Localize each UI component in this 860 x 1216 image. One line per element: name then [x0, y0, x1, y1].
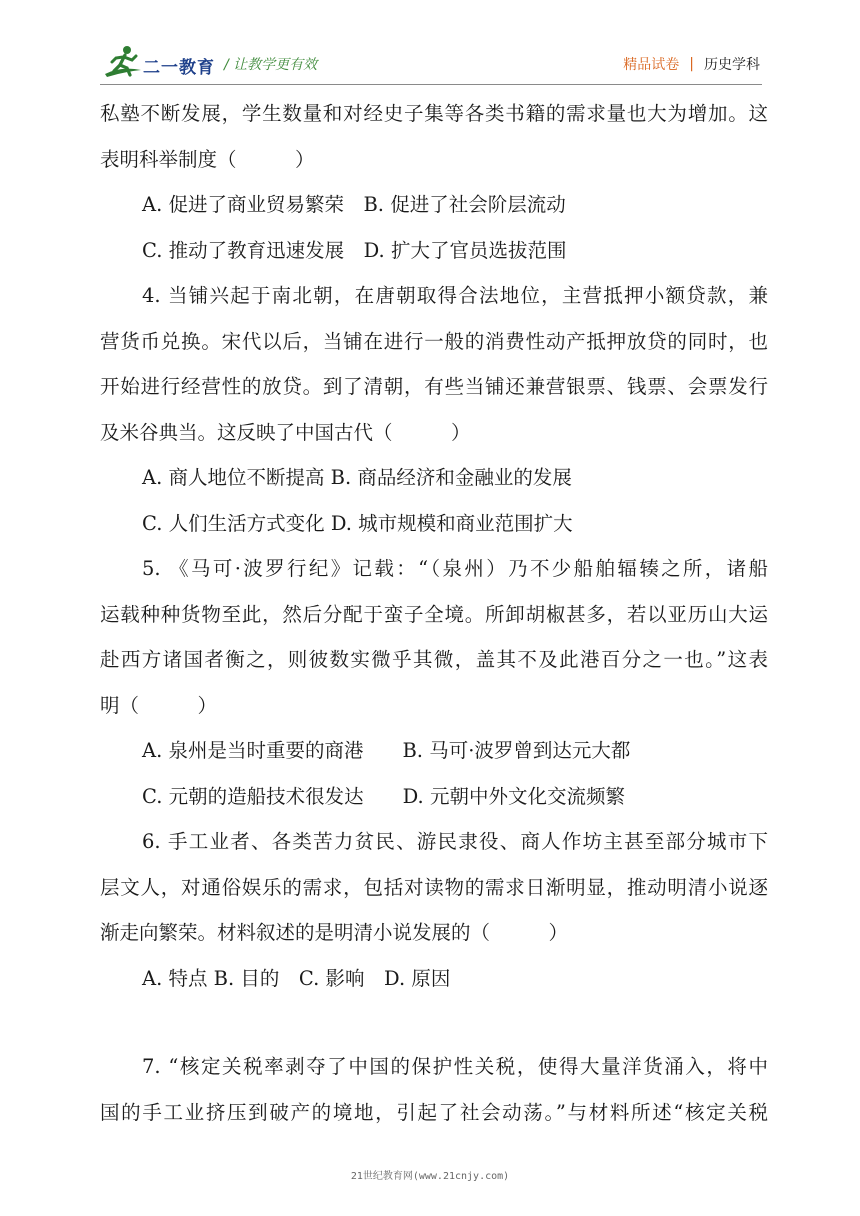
text-line: C. 元朝的造船技术很发达 D. 元朝中外文化交流频繁 — [142, 784, 625, 808]
text-line: 表明科举制度（ ） — [100, 147, 315, 171]
header-divider — [100, 84, 762, 85]
paragraph-gap — [100, 1001, 768, 1044]
text-line: C. 人们生活方式变化 D. 城市规模和商业范围扩大 — [142, 511, 573, 535]
text-line: 及米谷典当。这反映了中国古代（ ） — [100, 420, 471, 444]
text-line: 运载种种货物至此，然后分配于蛮子全境。所卸胡椒甚多，若以亚历山大运 — [100, 602, 768, 626]
text-line: 营货币兑换。宋代以后，当铺在进行一般的消费性动产抵押放贷的同时，也 — [100, 329, 768, 353]
text-line: 明（ ） — [100, 693, 218, 717]
text-line: A. 商人地位不断提高 B. 商品经济和金融业的发展 — [142, 466, 572, 489]
logo-text: 二一教育 — [143, 58, 215, 78]
tag-separator: | — [689, 56, 694, 72]
text-line: A. 泉州是当时重要的商港 B. 马可·波罗曾到达元大都 — [142, 739, 631, 762]
running-figure-logo-icon — [103, 44, 143, 80]
document-body — [100, 91, 768, 1135]
text-line: 7. “核定关税率剥夺了中国的保护性关税，使得大量洋货涌入，将中 — [142, 1055, 768, 1078]
text-line: 6. 手工业者、各类苦力贫民、游民隶役、商人作坊主甚至部分城市下 — [142, 830, 768, 853]
text-line: 私塾不断发展，学生数量和对经史子集等各类书籍的需求量也大为增加。这 — [100, 102, 768, 125]
site-logo[interactable] — [103, 44, 215, 82]
premium-tag: 精品试卷 — [623, 57, 680, 73]
text-line: 4. 当铺兴起于南北朝，在唐朝取得合法地位，主营抵押小额贷款，兼 — [142, 284, 768, 307]
header-tags — [623, 54, 760, 74]
text-line: 国的手工业挤压到破产的境地，引起了社会动荡。”与材料所述“核定关税 — [100, 1100, 768, 1124]
text-line: 层文人，对通俗娱乐的需求，包括对读物的需求日渐明显，推动明清小说逐 — [100, 875, 768, 899]
text-line: 开始进行经营性的放贷。到了清朝，有些当铺还兼营银票、钱票、会票发行 — [100, 375, 768, 398]
text-line: A. 特点 B. 目的 C. 影响 D. 原因 — [142, 966, 451, 990]
text-line: C. 推动了教育迅速发展 D. 扩大了官员选拔范围 — [142, 238, 567, 262]
text-line: 5. 《马可·波罗行纪》记载：“（泉州）乃不少船舶辐辏之所，诸船 — [142, 557, 768, 580]
text-line: 赴西方诸国者衡之，则彼数实微乎其微，盖其不及此港百分之一也。”这表 — [100, 648, 768, 671]
subject-tag: 历史学科 — [704, 57, 760, 73]
page-footer[interactable]: 21世纪教育网(www.21cnjy.com) — [350, 1171, 510, 1182]
page-header — [0, 0, 860, 86]
slogan: / 让教学更有效 — [224, 57, 318, 73]
text-line: 渐走向繁荣。材料叙述的是明清小说发展的（ ） — [100, 921, 569, 944]
text-line: A. 促进了商业贸易繁荣 B. 促进了社会阶层流动 — [142, 193, 566, 216]
